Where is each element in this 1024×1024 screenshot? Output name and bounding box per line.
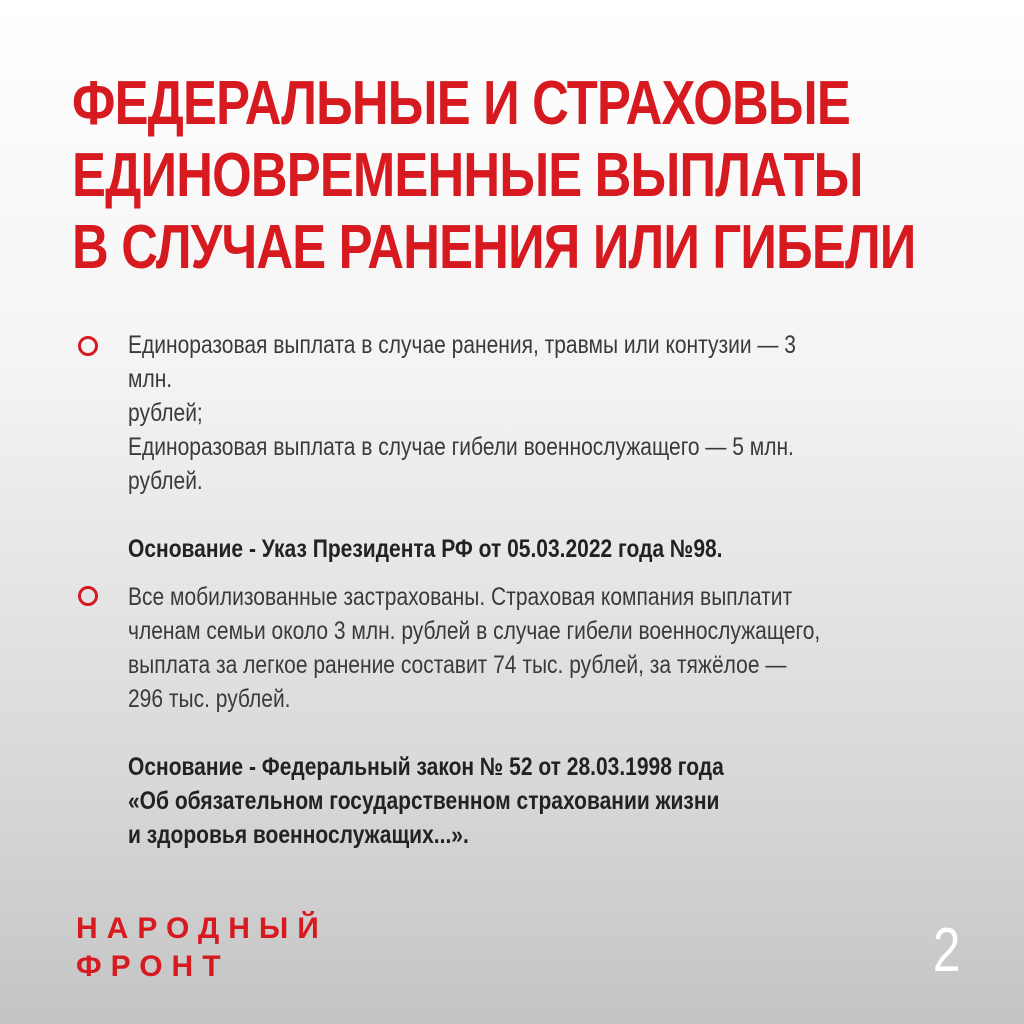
title-line-3: В СЛУЧАЕ РАНЕНИЯ ИЛИ ГИБЕЛИ [72, 213, 916, 282]
bullet-circle-icon [78, 586, 98, 606]
basis-line: и здоровья военнослужащих...». [128, 821, 469, 849]
title-line-1: ФЕДЕРАЛЬНЫЕ И СТРАХОВЫЕ [72, 69, 850, 138]
page-title [72, 68, 916, 284]
text-line: рублей; [128, 399, 203, 427]
basis-line: Основание - Федеральный закон № 52 от 28.03.1998 года [128, 753, 724, 781]
text-line: рублей. [128, 467, 203, 495]
text-line: членам семьи около 3 млн. рублей в случае гибели военнослужащего, [128, 617, 821, 645]
bullet-circle-icon [78, 336, 98, 356]
text-line: 296 тыс. рублей. [128, 685, 291, 713]
basis-line: Основание - Указ Президента РФ от 05.03.2022 года №98. [128, 535, 723, 563]
title-line-2: ЕДИНОВРЕМЕННЫЕ ВЫПЛАТЫ [72, 141, 863, 210]
text-line: Все мобилизованные застрахованы. Страховая компания выплатит [128, 583, 793, 611]
logo-line-2: ФРОНТ [76, 950, 230, 983]
page-number: 2 [932, 916, 960, 985]
text-line: Единоразовая выплата в случае ранения, травмы или контузии — 3 млн. [128, 331, 796, 393]
logo-narodny-front [76, 910, 328, 986]
basis-line: «Об обязательном государственном страховании жизни [128, 787, 720, 815]
logo-line-1: НАРОДНЫЙ [76, 912, 328, 945]
text-line: выплата за легкое ранение составит 74 тыс. рублей, за тяжёлое — [128, 651, 787, 679]
list-item-text [128, 328, 834, 566]
text-line: Единоразовая выплата в случае гибели военнослужащего — 5 млн. [128, 433, 794, 461]
list-item-text [128, 580, 834, 852]
